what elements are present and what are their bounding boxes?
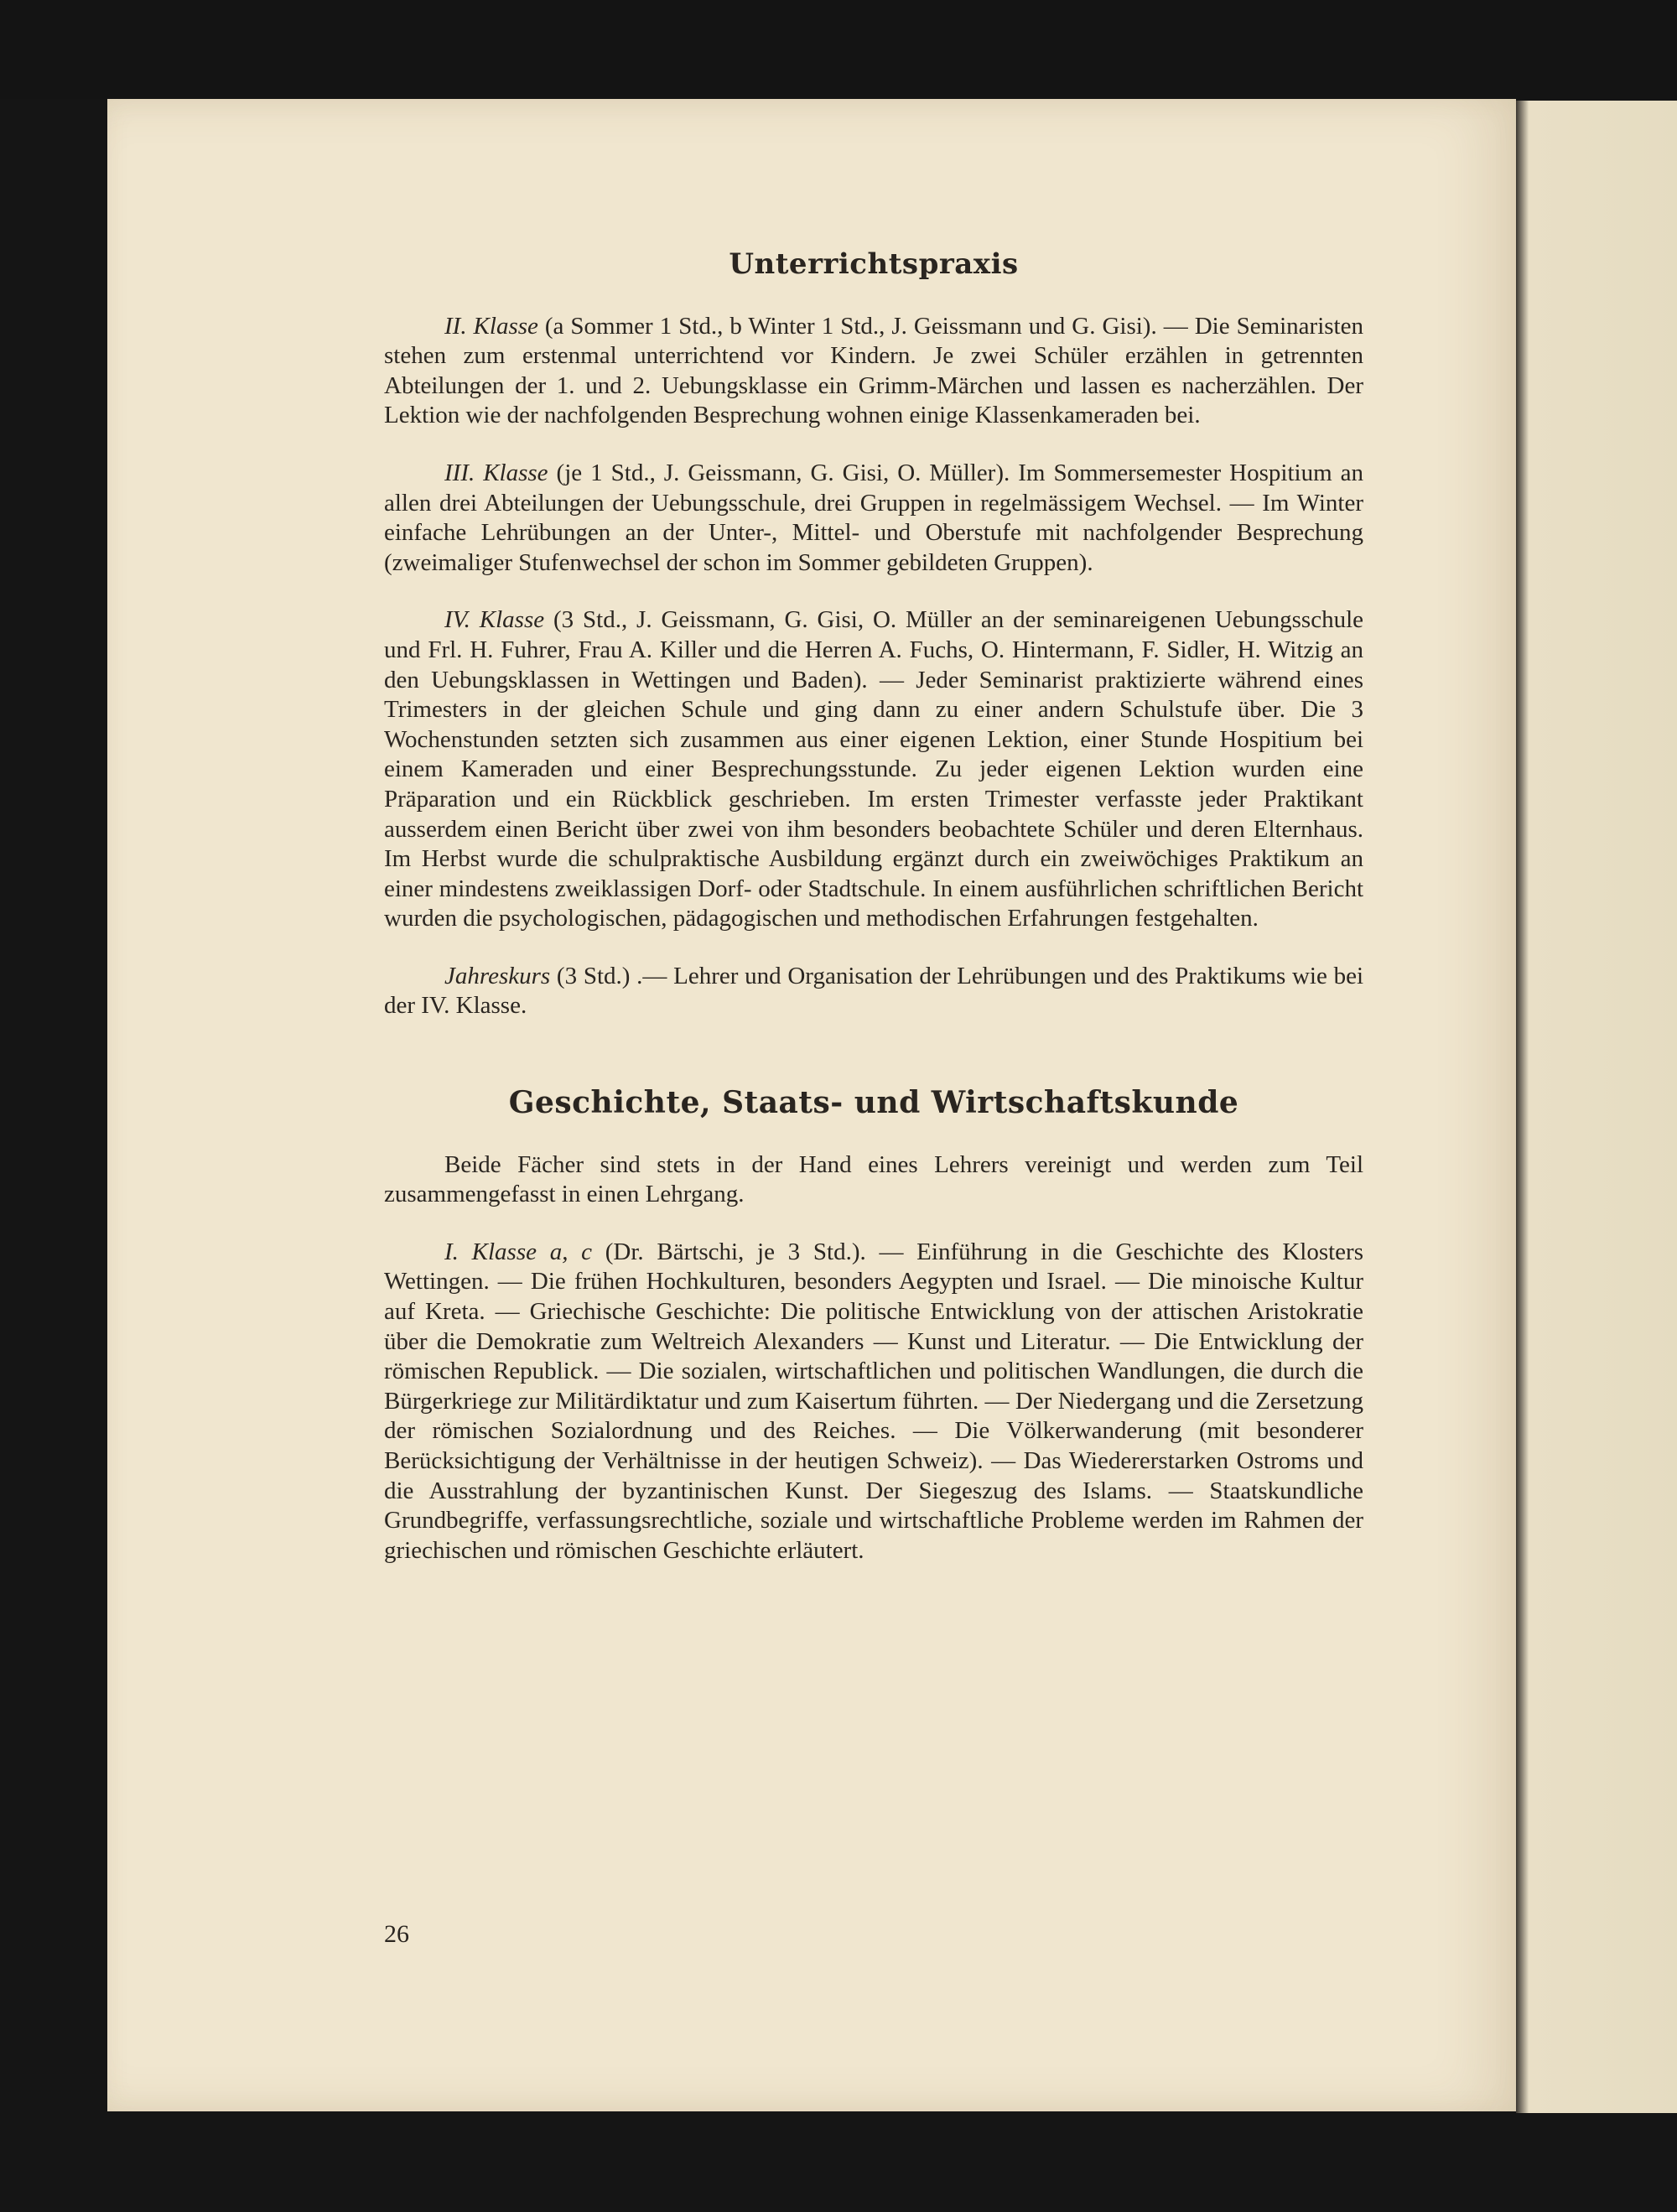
section-heading-geschichte: Geschichte, Staats- und Wirtschaftskunde (508, 1085, 1239, 1121)
next-page-edge (1516, 101, 1677, 2113)
paragraph-text: (Dr. Bärtschi, je 3 Std.). — Einführung in die Geschichte des Klosters Wettingen. — Die frühen Hochkulturen, besonders Aegypten und Israel. — Die minoische Kultur auf Kreta. — Griechische Geschichte: Die politische Entwicklung von der attischen Aristokratie über die Demokratie zum Weltreich Alexanders — Kunst und Literatur. — Die Entwicklung der römischen Republick. — Die sozialen, wirtschaftlichen und politischen Wandlungen, die durch die Bürgerkriege zur Militärdiktatur und zum Kaisertum führten. — Der Niedergang und die Zersetzung der römischen Sozialordnung und des Reiches. — Die Völkerwanderung (mit besonderer Berücksichtigung der Verhältnisse in der heutigen Schweiz). — Das Wiedererstarken Ostroms und die Ausstrahlung der byzantinischen Kunst. Der Siegeszug des Islams. — Staatskundliche Grundbegriffe, verfassungsrechtliche, soziale und wirtschaftliche Probleme werden im Rahmen der griechischen und römischen Geschichte erläutert. (384, 1238, 1363, 1564)
paragraph-iv-klasse (384, 605, 1363, 934)
paragraph-ii-klasse (384, 312, 1363, 431)
page-content (384, 247, 1364, 1593)
paragraph-intro: Beide Fächer sind stets in der Hand eines Lehrers vereinigt und werden zum Teil zusammengefasst in einen Lehrgang. (384, 1150, 1363, 1208)
paragraph-lead: III. Klasse (444, 459, 548, 486)
paragraph-i-klasse (384, 1238, 1363, 1566)
paragraph-lead: II. Klasse (444, 312, 538, 340)
page-number: 26 (384, 1920, 409, 1948)
paragraph-text: (3 Std., J. Geissmann, G. Gisi, O. Müller an der seminareigenen Uebungsschule und Frl. H. Fuhrer, Frau A. Killer und die Herren A. Fuchs, O. Hintermann, F. Sidler, H. Witzig an den Uebungsklassen in Wettingen und Baden). — Jeder Seminarist praktizierte während eines Trimesters in der gleichen Schule und ging dann zu einer andern Schulstufe über. Die 3 Wochenstunden setzten sich zusammen aus einer eigenen Lektion, einer Stunde Hospitium bei einem Kameraden und einer Besprechungsstunde. Zu jeder eigenen Lektion wurden eine Präparation und ein Rückblick geschrieben. Im ersten Trimester verfasste jeder Praktikant ausserdem einen Bericht über zwei von ihm besonders beobachtete Schüler und deren Elternhaus. Im Herbst wurde die schulpraktische Ausbildung ergänzt durch ein zweiwöchiges Praktikum an einer mindestens zweiklassigen Dorf- oder Stadtschule. In einem ausführlichen schriftlichen Bericht wurden die psychologischen, pädagogischen und methodischen Erfahrungen festgehalten. (384, 606, 1364, 932)
paragraph-text: (3 Std.) .— Lehrer und Organisation der Lehrübungen und des Praktikums wie bei der IV. Klasse. (384, 962, 1363, 1020)
paragraph-text: (a Sommer 1 Std., b Winter 1 Std., J. Geissmann und G. Gisi). — Die Seminaristen stehen zum erstenmal unterrichtend vor Kindern. Je zwei Schüler erzählen in getrennten Abteilungen der 1. und 2. Uebungsklasse ein Grimm-Märchen und lassen es nacherzählen. Der Lektion wie der nachfolgenden Besprechung wohnen einige Klassenkameraden bei. (384, 312, 1363, 429)
paragraph-lead: I. Klasse a, c (444, 1238, 593, 1265)
scan-background-top (0, 0, 1677, 99)
section-heading-unterrichtspraxis: Unterrichtspraxis (729, 247, 1019, 281)
paragraph-iii-klasse (384, 459, 1363, 578)
paragraph-jahreskurs (384, 962, 1363, 1021)
paragraph-lead: IV. Klasse (444, 606, 545, 634)
paragraph-text: (je 1 Std., J. Geissmann, G. Gisi, O. Müller). Im Sommersemester Hospitium an allen drei Abteilungen der Uebungsschule, drei Gruppen in regelmässigem Wechsel. — Im Winter einfache Lehrübungen an der Unter-, Mittel- und Oberstufe mit nachfolgender Besprechung (zweimaliger Stufenwechsel der schon im Sommer gebildeten Gruppen). (384, 459, 1363, 576)
paragraph-lead: Jahreskurs (444, 962, 551, 989)
